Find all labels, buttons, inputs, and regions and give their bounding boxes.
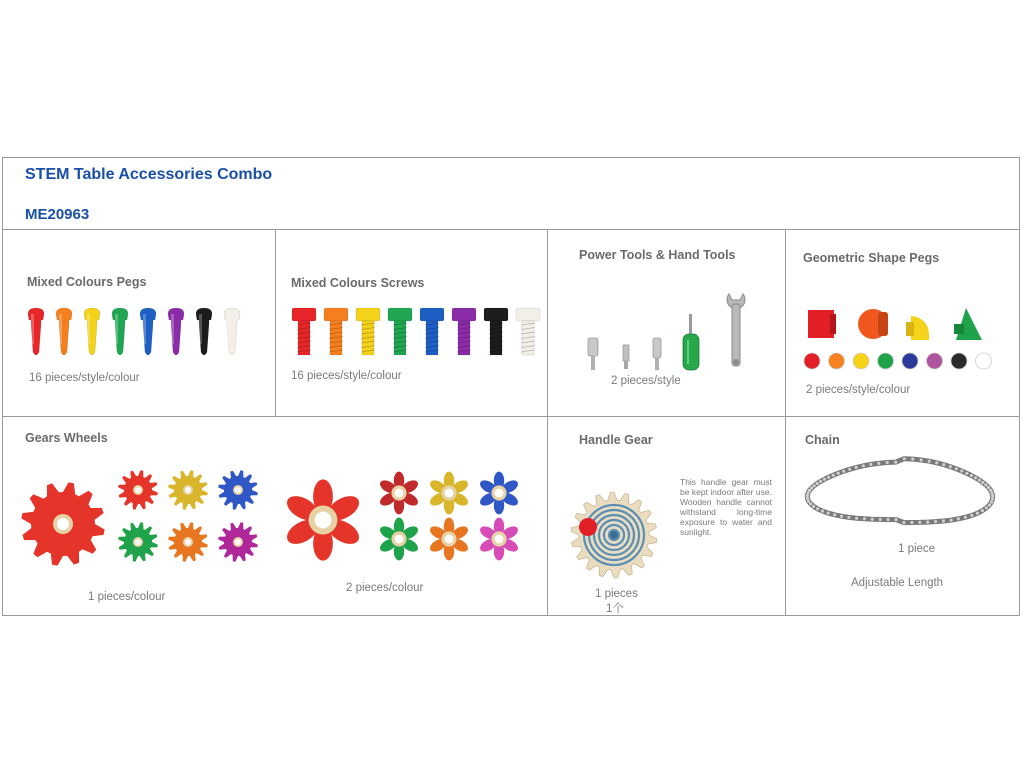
cell-handle-gear xyxy=(548,417,785,615)
caption-screws: 16 pieces/style/colour xyxy=(291,370,402,382)
flower-gear-icon xyxy=(428,518,470,561)
page-title: STEM Table Accessories Combo xyxy=(25,166,273,183)
screwdriver-icon xyxy=(683,314,699,370)
small-gear-icon xyxy=(168,470,208,510)
color-dot xyxy=(951,353,967,369)
flower-gear-icon xyxy=(478,518,520,561)
cell-gears xyxy=(3,417,547,615)
flower-gear-icon xyxy=(428,472,470,515)
cell-pegs xyxy=(3,230,275,416)
color-dot xyxy=(878,353,894,369)
cell-title-screws: Mixed Colours Screws xyxy=(291,276,425,290)
peg-icon xyxy=(112,308,128,355)
small-gear-icon xyxy=(218,522,258,562)
small-gear-icon xyxy=(118,470,158,510)
cell-title-gears: Gears Wheels xyxy=(25,431,108,445)
caption-shape-pegs: 2 pieces/style/colour xyxy=(806,384,911,396)
cell-title-shape-pegs: Geometric Shape Pegs xyxy=(803,251,940,265)
cell-tools xyxy=(548,230,785,416)
square-peg-icon xyxy=(808,310,836,338)
caption-chain: 1 piece xyxy=(898,543,936,555)
small-gear-icon xyxy=(168,522,208,562)
screws-image xyxy=(276,230,547,416)
color-dot xyxy=(853,353,869,369)
caption-gears-big: 1 pieces/colour xyxy=(88,591,166,603)
semicircle-peg-icon xyxy=(906,316,929,340)
cell-screws xyxy=(276,230,547,416)
screw-icon xyxy=(420,308,444,355)
product-sheet xyxy=(2,157,1020,616)
cell-title-handle-gear: Handle Gear xyxy=(579,433,653,447)
peg-icon xyxy=(140,308,156,355)
triangle-peg-icon xyxy=(954,308,982,340)
screw-icon xyxy=(324,308,348,355)
color-dot xyxy=(927,353,943,369)
cell-title-tools: Power Tools & Hand Tools xyxy=(579,248,736,262)
color-dot xyxy=(976,353,992,369)
screw-icon xyxy=(292,308,316,355)
caption-handle-gear: 1 pieces xyxy=(595,588,638,600)
caption-gears-small: 2 pieces/colour xyxy=(346,582,424,594)
cell-chain xyxy=(786,417,1019,615)
peg-icon xyxy=(224,308,240,355)
flower-gear-icon xyxy=(378,472,420,515)
handle-knob-icon xyxy=(579,518,597,536)
caption-pegs: 16 pieces/style/colour xyxy=(29,372,140,384)
flower-gear-icon xyxy=(283,479,363,560)
gears-image xyxy=(3,417,547,615)
flower-gear-icon xyxy=(478,472,520,515)
cell-shape-pegs xyxy=(786,230,1019,416)
caption-chain-length: Adjustable Length xyxy=(851,577,944,589)
screw-icon xyxy=(452,308,476,355)
color-dot xyxy=(804,353,820,369)
cell-title-pegs: Mixed Colours Pegs xyxy=(27,275,147,289)
chain-icon xyxy=(806,457,995,524)
pegs-image xyxy=(3,230,275,416)
peg-icon xyxy=(84,308,100,355)
screw-icon xyxy=(388,308,412,355)
caption-tools: 2 pieces/style xyxy=(611,375,681,387)
peg-icon xyxy=(28,308,44,355)
color-dot xyxy=(902,353,918,369)
circle-peg-icon xyxy=(858,309,888,339)
peg-icon xyxy=(168,308,184,355)
small-gear-icon xyxy=(118,522,158,562)
handle-gear-note: This handle gear must be kept indoor after use. Wooden handle cannot withstand long-time exposure to water and sunlight. xyxy=(680,477,772,537)
screw-icon xyxy=(356,308,380,355)
screwdriver-bit-icon xyxy=(623,345,629,369)
drill-bit-icon xyxy=(588,338,598,370)
tools-image xyxy=(548,230,785,416)
product-code: ME20963 xyxy=(25,206,90,223)
color-dot xyxy=(829,353,845,369)
screw-icon xyxy=(516,308,540,355)
flower-gear-icon xyxy=(378,518,420,561)
peg-icon xyxy=(196,308,212,355)
caption-handle-gear-count: 1个 xyxy=(606,603,624,615)
large-gear-icon xyxy=(21,482,104,565)
peg-icon xyxy=(56,308,72,355)
cell-title-chain: Chain xyxy=(805,433,840,447)
hex-bit-icon xyxy=(653,338,661,370)
wrench-icon xyxy=(727,294,745,366)
screw-icon xyxy=(484,308,508,355)
small-gear-icon xyxy=(218,470,258,510)
